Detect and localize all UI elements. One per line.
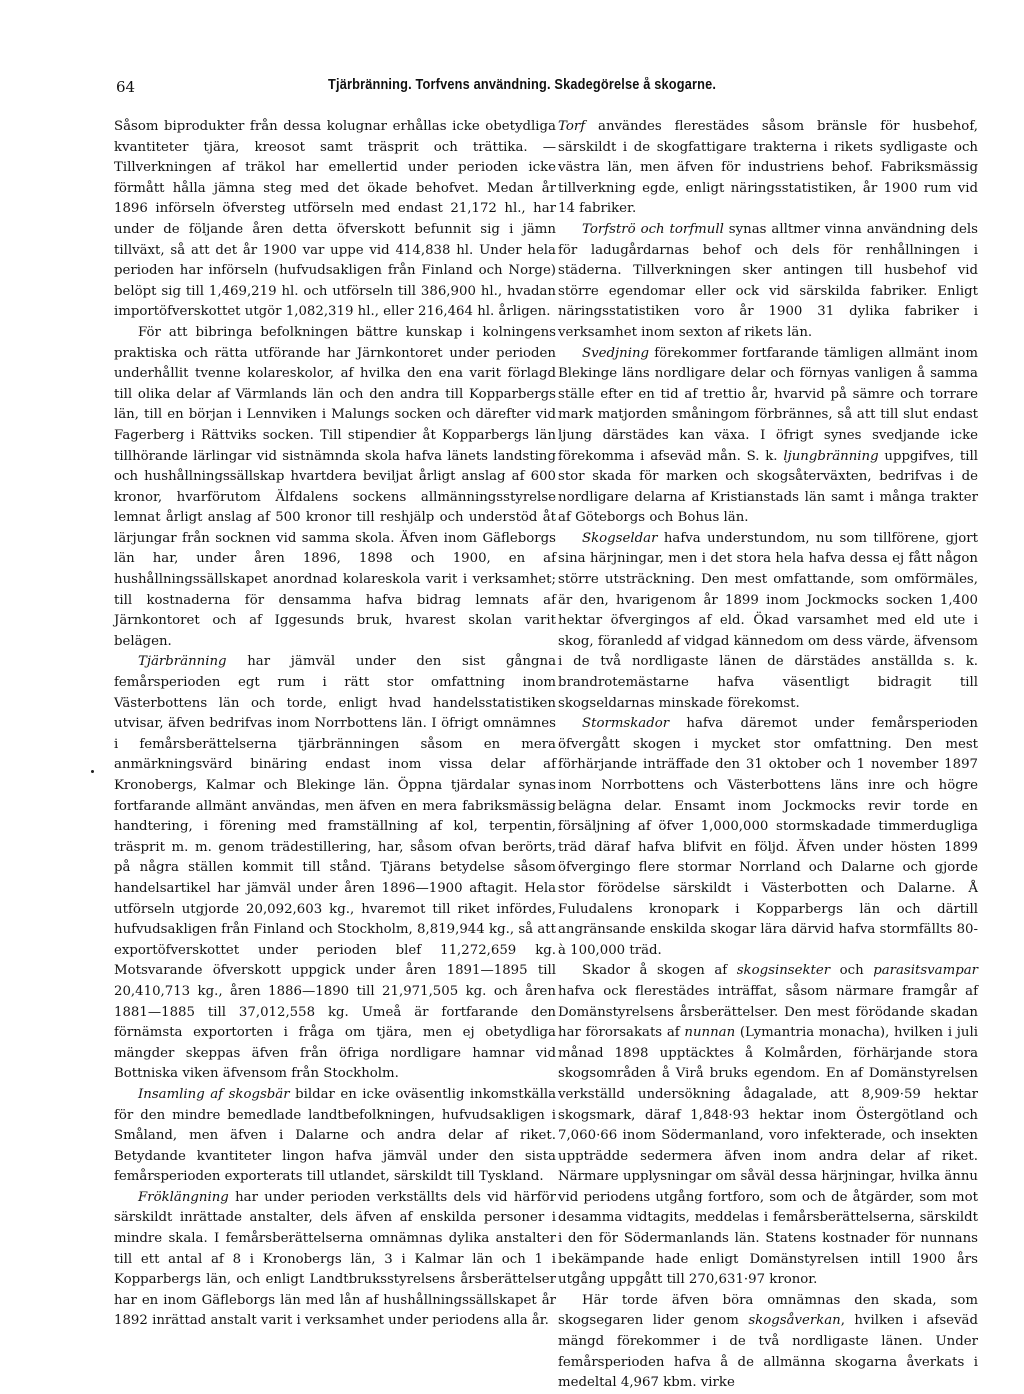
paragraph-insect-damage: Skador å skogen af skogsinsekter och parasitsvampar hafva ock flerestädes inträffat, såsom närmare framgår af Domänstyrelsens årsberättelser. Den mest förödande skadan har förorsakats af nunnan (Lymantria monacha), hvilken i juli månad 1898 upptäcktes å Kolmården, förhärjande stora skogsområden å Virå bruks egendom. En af Domänstyrelsen verkställd undersökning ådagalade, att 8,909·59 hektar skogsmark, däraf 1,848·93 hektar inom Östergötland och 7,060·66 inom Södermanland, voro infekterade, och insekten uppträdde sedermera äfven inom andra delar af riket. Närmare upplysningar om såväl dessa härjningar, hvilka ännu vid periodens utgång fortforo, som och de åtgärder, som mot desamma vidtagits, meddelas i femårsberättelserna, särskildt i den för Södermanlands län. Statens kostnader för nunnans bekämpande hade enligt Domänstyrelsen intill 1900 års utgång uppgått till 270,631·97 kronor. (558, 963, 978, 1288)
term-ljungbranning: ljungbränning (783, 448, 879, 464)
term-insamling: Insamling af skogsbär (138, 1086, 290, 1102)
term-tjarbranning: Tjärbränning (138, 654, 227, 670)
paragraph-forest-trespass: Här torde äfven böra omnämnas den skada, som skogsegaren lider genom skogsåverkan, hvilken i afseväd mängd förekommer i de två nordligaste länen. Under femårsperioden hafva å de allmänna skogarna åverkats i medeltal 4,967 kbm. virke (558, 1292, 978, 1391)
term-skogsaverkan: skogsåverkan (748, 1313, 841, 1329)
right-column (558, 117, 978, 1394)
paragraph-tar-burning: Tjärbränning har jämväl under den sist gångna femårsperioden egt rum i rätt stor omfattning inom Västerbottens län och torde, enligt hvad handelsstatistiken utvisar, äfven bedrifvas inom Norrbottens län. I öfrigt omnämnes i femårsberättelserna tjärbränningen såsom en mera anmärkningsvärd binäring endast inom vissa delar af Kronobergs, Kalmar och Blekinge län. Öppna tjärdalar synas fortfarande allmänt användas, men äfven en mera fabriksmässig handtering, i förening med framställning af kol, terpentin, träsprit m. m. genom trädestillering, har, såsom ofvan berörts, på några ställen kommit till stånd. Tjärans betydelse såsom handelsartikel har jämväl under åren 1896—1900 aftagit. Hela utförseln utgjorde 20,092,603 kg., hvaremot till riket infördes, hufvudsakligen från Finland och Stockholm, 8,819,944 kg., så att exportöfverskottet under perioden blef 11,272,659 kg. Motsvarande öfverskott uppgick under åren 1891—1895 till 20,410,713 kg., åren 1886—1890 till 21,971,505 kg. och åren 1881—1885 till 37,012,558 kg. Umeå är fortfarande den förnämsta exportorten i fråga om tjära, men ej obetydliga mängder skeppas äfven från öfriga nordligare hamnar vid Bottniska viken äfvensom från Stockholm. (114, 654, 556, 1082)
paragraph-forest-fires: Skogseldar hafva understundom, nu som tillförene, gjort sina härjningar, men i det stora hela hafva dessa ej fått någon större utsträckning. Den mest omfattande, som omförmäles, är den, hvarigenom år 1899 inom Jockmocks socken 1,400 hektar öfvergingos af eld. Ökad varsamhet med eld ute i skog, föranledd af vidgad kännedom om dess värde, äfvensom i de två nordligaste länen de därstädes anställda s. k. brandrotemästarne hafva väsentligt bidragit till skogseldarnas minskade förekomst. (558, 530, 978, 711)
paragraph-slash-burn: Svedjning förekommer fortfarande tämligen allmänt inom Blekinge läns nordligare delar och förnyas vanligen å samma ställe efter en tid af trettio år, hvarvid på sämre och torrare mark matjorden småningom förbrännes, så att till slut endast ljung därstädes kan växa. I öfrigt synes svedjande icke förekomma i afseväd mån. S. k. ljungbränning uppgifves, till stor skada för marken och skogsåterväxten, bedrifvas i de nordligare delarna af Kristianstads län samt i många trakter af Göteborgs och Bohus län. (558, 345, 978, 526)
term-nunnan: nunnan (684, 1025, 736, 1041)
term-torfstro: Torfströ och torfmull (582, 221, 724, 237)
left-column (114, 117, 556, 1332)
running-head: Tjärbränning. Torfvens användning. Skadegörelse å skogarne. (328, 77, 717, 93)
paragraph-peat: Torf användes flerestädes såsom bränsle för husbehof, särskildt i de skogfattigare trakterna i rikets sydligaste och västra län, men äfven för industriens behof. Fabriksmässig tillverkning egde, enligt näringsstatistiken, år 1900 rum vid 14 fabriker. (558, 119, 978, 217)
paragraph-storm-damage: Stormskador hafva däremot under femårsperioden öfvergått skogen i mycket stor omfattning. Den mest förhärjande inträffade den 31 oktober och 1 november 1897 inom Norrbottens och Västerbottens läns inre och högre belägna delar. Ensamt inom Jockmocks revir torde en försäljning af öfver 1,000,000 stormskadade timmerdugliga träd däraf hafva blifvit en följd. Äfven under hösten 1899 öfvergingo flere stormar Norrland och Dalarne och gjorde stor förödelse särskildt i Västerbotten och Dalarne. Å Fuludalens kronopark i Kopparbergs län och därtill angränsande enskilda skogar lära därvid hafva stormfällts 80- à 100,000 träd. (558, 716, 978, 958)
term-torf: Torf (558, 119, 586, 134)
term-skogsinsekter: skogsinsekter (736, 963, 831, 979)
paragraph-peat-litter: Torfströ och torfmull synas alltmer vinna användning dels för ladugårdarnas behof och dels för renhållningen i städerna. Tillverkningen sker antingen till husbehof vid större egendomar eller ock vid särskilda fabriker. Enligt näringsstatistiken voro år 1900 31 dylika fabriker i verksamhet inom sexton af rikets län. (558, 221, 978, 340)
term-stormskador: Stormskador (582, 716, 670, 732)
paragraph-seed-extraction: Fröklängning har under perioden verkställts dels vid härför särskildt inrättade anstalter, dels äfven af enskilda personer i mindre skala. I femårsberättelserna omnämnas dylika anstalter till ett antal af 8 i Kronobergs län, 3 i Kalmar län och 1 i Kopparbergs län, och enligt Landtbruksstyrelsens årsberättelser har en inom Gäfleborgs län med lån af hushållningssällskapet år 1892 inrättad anstalt varit i verksamhet under periodens alla år. (114, 1189, 556, 1329)
term-parasitsvampar: parasitsvampar (873, 963, 978, 979)
paragraph-charcoal-schools: För att bibringa befolkningen bättre kunskap i kolningens praktiska och rätta utförande har Järnkontoret under perioden underhållit tvenne kolareskolor, af hvilka den ena varit förlagd till olika delar af Värmlands län och den andra till Kopparbergs län, till en början i Lennviken i Malungs socken och därefter vid Fagerberg i Rättviks socken. Till stipendier åt Kopparbergs län tillhörande lärlingar vid sistnämnda skola hafva länets landsting och hushållningssällskap hvartdera beviljat årligt anslag af 600 kronor, hvarförutom Älfdalens sockens allmänningsstyrelse lemnat årligt anslag af 500 kronor till reshjälp och understöd åt lärjungar från socknen vid samma skola. Äfven inom Gäfleborgs län har, under åren 1896, 1898 och 1900, en af hushållningssällskapet anordnad kolareskola varit i verksamhet; till kostnaderna för densamma hafva bidrag lemnats af Järnkontoret och af Iggesunds bruk, hvarest skolan varit belägen. (114, 324, 556, 649)
term-skogseldar: Skogseldar (582, 530, 658, 546)
margin-dot (91, 770, 94, 773)
paragraph-charcoal-import: Såsom biprodukter från dessa kolugnar erhållas icke obetydliga kvantiteter tjära, kreosot samt träsprit och trättika. — Tillverkningen af träkol har emellertid under perioden icke förmått hålla jämna steg med det ökade behofvet. Medan år 1896 införseln öfversteg utförseln med endast 21,172 hl., har under de följande åren detta öfverskott befunnit sig i jämn tillväxt, så att det år 1900 var uppe vid 414,838 hl. Under hela perioden har införseln (hufvudsakligen från Finland och Norge) belöpt sig till 1,469,219 hl. och utförseln till 386,900 hl., hvadan importöfverskottet utgör 1,082,319 hl., eller 216,464 hl. årligen. (114, 119, 556, 320)
term-froklangning: Fröklängning (138, 1189, 229, 1205)
page-number: 64 (116, 78, 136, 96)
term-svedjning: Svedjning (582, 345, 650, 361)
paragraph-forest-berries: Insamling af skogsbär bildar en icke oväsentlig inkomstkälla för den mindre bemedlade landtbefolkningen, hufvudsakligen i Småland, men äfven i Dalarne och andra delar af riket. Betydande kvantiteter lingon hafva jämväl under den sista femårsperioden exporterats till utlandet, särskildt till Tyskland. (114, 1086, 557, 1185)
